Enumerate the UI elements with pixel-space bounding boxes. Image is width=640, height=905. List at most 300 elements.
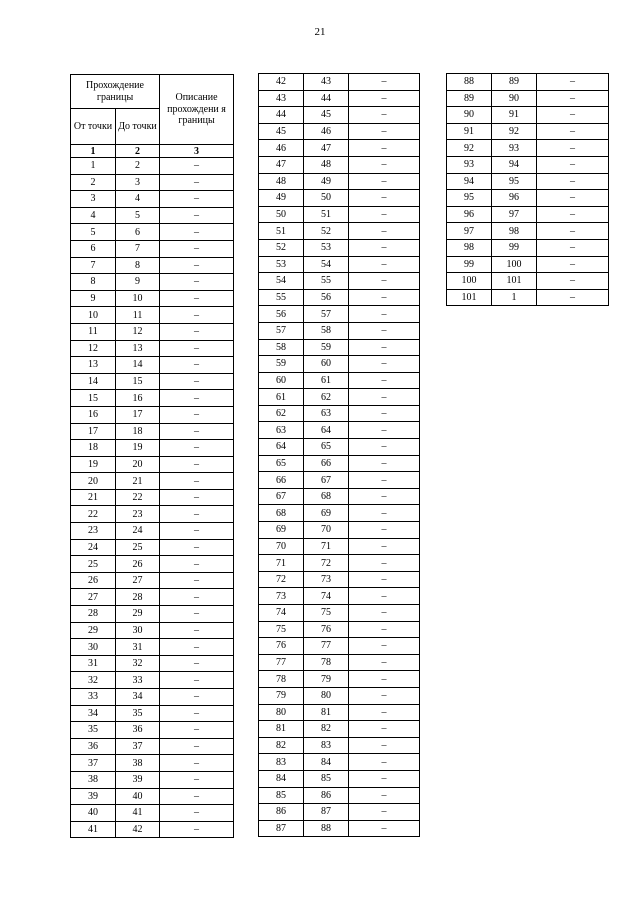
from-point-cell: 20 (71, 473, 116, 490)
to-point-cell: 24 (116, 523, 160, 540)
from-point-cell: 14 (71, 373, 116, 390)
table-row (259, 505, 420, 522)
table-row (259, 239, 420, 256)
to-point-cell: 16 (116, 390, 160, 407)
from-point-cell: 80 (259, 704, 304, 721)
description-cell: – (349, 289, 420, 306)
header-to-point: До точки (116, 109, 160, 145)
from-point-cell: 50 (259, 206, 304, 223)
from-point-cell: 52 (259, 239, 304, 256)
table-row (71, 373, 234, 390)
description-cell: – (160, 489, 234, 506)
header-description: Описание прохождени я границы (160, 75, 234, 145)
table-row (259, 190, 420, 207)
table-row (447, 107, 609, 124)
from-point-cell: 8 (71, 274, 116, 291)
table-row (447, 289, 609, 306)
description-cell: – (160, 290, 234, 307)
from-point-cell: 46 (259, 140, 304, 157)
to-point-cell: 29 (116, 606, 160, 623)
table-row (259, 538, 420, 555)
to-point-cell: 56 (304, 289, 349, 306)
from-point-cell: 77 (259, 654, 304, 671)
description-cell: – (537, 223, 609, 240)
to-point-cell: 40 (116, 788, 160, 805)
table-row (71, 539, 234, 556)
table-row (71, 257, 234, 274)
description-cell: – (349, 156, 420, 173)
description-cell: – (349, 571, 420, 588)
table-row (259, 306, 420, 323)
table-row (259, 123, 420, 140)
from-point-cell: 89 (447, 90, 492, 107)
to-point-cell: 91 (492, 107, 537, 124)
to-point-cell: 64 (304, 422, 349, 439)
to-point-cell: 79 (304, 671, 349, 688)
to-point-cell: 18 (116, 423, 160, 440)
from-point-cell: 28 (71, 606, 116, 623)
description-cell: – (160, 755, 234, 772)
to-point-cell: 82 (304, 721, 349, 738)
table-row (71, 572, 234, 589)
table-row (71, 771, 234, 788)
from-point-cell: 25 (71, 556, 116, 573)
from-point-cell: 62 (259, 405, 304, 422)
to-point-cell: 27 (116, 572, 160, 589)
to-point-cell: 100 (492, 256, 537, 273)
description-cell: – (160, 207, 234, 224)
description-cell: – (160, 523, 234, 540)
to-point-cell: 37 (116, 738, 160, 755)
table-row (71, 523, 234, 540)
to-point-cell: 1 (492, 289, 537, 306)
from-point-cell: 96 (447, 206, 492, 223)
table-row (259, 654, 420, 671)
from-point-cell: 33 (71, 689, 116, 706)
table-row (259, 322, 420, 339)
from-point-cell: 67 (259, 488, 304, 505)
description-cell: – (349, 206, 420, 223)
to-point-cell: 6 (116, 224, 160, 241)
from-point-cell: 19 (71, 456, 116, 473)
description-cell: – (160, 771, 234, 788)
description-cell: – (160, 390, 234, 407)
description-cell: – (160, 274, 234, 291)
table-row (447, 140, 609, 157)
description-cell: – (349, 555, 420, 572)
table-row (71, 755, 234, 772)
to-point-cell: 93 (492, 140, 537, 157)
table-row (259, 439, 420, 456)
table-row (259, 820, 420, 837)
table-row (71, 158, 234, 175)
description-cell: – (160, 473, 234, 490)
from-point-cell: 4 (71, 207, 116, 224)
description-cell: – (349, 389, 420, 406)
from-point-cell: 72 (259, 571, 304, 588)
from-point-cell: 78 (259, 671, 304, 688)
from-point-cell: 95 (447, 190, 492, 207)
from-point-cell: 1 (71, 158, 116, 175)
from-point-cell: 91 (447, 123, 492, 140)
from-point-cell: 53 (259, 256, 304, 273)
description-cell: – (537, 190, 609, 207)
description-cell: – (349, 422, 420, 439)
table-row (259, 107, 420, 124)
from-point-cell: 39 (71, 788, 116, 805)
to-point-cell: 57 (304, 306, 349, 323)
description-cell: – (349, 721, 420, 738)
description-cell: – (160, 506, 234, 523)
table-row (71, 622, 234, 639)
table-row (259, 256, 420, 273)
table-row (259, 571, 420, 588)
table-row (259, 206, 420, 223)
header-from-point: От точки (71, 109, 116, 145)
table-row (71, 805, 234, 822)
to-point-cell: 32 (116, 655, 160, 672)
table-row (71, 406, 234, 423)
table-row (259, 555, 420, 572)
from-point-cell: 31 (71, 655, 116, 672)
to-point-cell: 39 (116, 771, 160, 788)
description-cell: – (537, 74, 609, 91)
description-cell: – (537, 156, 609, 173)
description-cell: – (349, 190, 420, 207)
table-row (259, 273, 420, 290)
to-point-cell: 92 (492, 123, 537, 140)
description-cell: – (160, 257, 234, 274)
description-cell: – (160, 323, 234, 340)
table-row (259, 671, 420, 688)
from-point-cell: 48 (259, 173, 304, 190)
table-row (71, 689, 234, 706)
from-point-cell: 44 (259, 107, 304, 124)
from-point-cell: 70 (259, 538, 304, 555)
table-row (71, 174, 234, 191)
to-point-cell: 3 (116, 174, 160, 191)
table-row (71, 340, 234, 357)
description-cell: – (537, 90, 609, 107)
table-row (71, 788, 234, 805)
to-point-cell: 35 (116, 705, 160, 722)
to-point-cell: 85 (304, 770, 349, 787)
to-point-cell: 58 (304, 322, 349, 339)
table-row (447, 173, 609, 190)
to-point-cell: 62 (304, 389, 349, 406)
table-row (259, 721, 420, 738)
description-cell: – (160, 722, 234, 739)
table-row (447, 256, 609, 273)
from-point-cell: 79 (259, 687, 304, 704)
from-point-cell: 40 (71, 805, 116, 822)
table-row (259, 389, 420, 406)
table-row (71, 456, 234, 473)
from-point-cell: 34 (71, 705, 116, 722)
to-point-cell: 7 (116, 240, 160, 257)
table-row (447, 190, 609, 207)
header-col-number-2: 2 (116, 145, 160, 158)
table-row (259, 74, 420, 91)
to-point-cell: 41 (116, 805, 160, 822)
boundary-table-column-1 (70, 74, 234, 838)
description-cell: – (160, 307, 234, 324)
to-point-cell: 25 (116, 539, 160, 556)
table-row (259, 770, 420, 787)
description-cell: – (349, 488, 420, 505)
description-cell: – (537, 107, 609, 124)
to-point-cell: 50 (304, 190, 349, 207)
to-point-cell: 77 (304, 638, 349, 655)
to-point-cell: 74 (304, 588, 349, 605)
to-point-cell: 46 (304, 123, 349, 140)
from-point-cell: 10 (71, 307, 116, 324)
to-point-cell: 26 (116, 556, 160, 573)
description-cell: – (349, 239, 420, 256)
header-col-number-1: 1 (71, 145, 116, 158)
from-point-cell: 29 (71, 622, 116, 639)
from-point-cell: 99 (447, 256, 492, 273)
table-row (71, 323, 234, 340)
to-point-cell: 101 (492, 273, 537, 290)
table-row (447, 206, 609, 223)
table-row (71, 274, 234, 291)
from-point-cell: 2 (71, 174, 116, 191)
to-point-cell: 48 (304, 156, 349, 173)
table-row (71, 423, 234, 440)
to-point-cell: 23 (116, 506, 160, 523)
description-cell: – (349, 339, 420, 356)
to-point-cell: 19 (116, 440, 160, 457)
from-point-cell: 101 (447, 289, 492, 306)
to-point-cell: 61 (304, 372, 349, 389)
to-point-cell: 9 (116, 274, 160, 291)
header-col-number-3: 3 (160, 145, 234, 158)
to-point-cell: 96 (492, 190, 537, 207)
table-row (71, 606, 234, 623)
boundary-table-column-2 (258, 73, 420, 837)
description-cell: – (349, 455, 420, 472)
table-row (71, 506, 234, 523)
table-row (71, 440, 234, 457)
description-cell: – (537, 206, 609, 223)
page-number: 21 (314, 26, 326, 38)
to-point-cell: 8 (116, 257, 160, 274)
from-point-cell: 86 (259, 804, 304, 821)
description-cell: – (349, 804, 420, 821)
description-cell: – (349, 638, 420, 655)
description-cell: – (349, 74, 420, 91)
from-point-cell: 32 (71, 672, 116, 689)
to-point-cell: 60 (304, 356, 349, 373)
to-point-cell: 28 (116, 589, 160, 606)
from-point-cell: 76 (259, 638, 304, 655)
description-cell: – (160, 373, 234, 390)
from-point-cell: 54 (259, 273, 304, 290)
table-row (259, 90, 420, 107)
description-cell: – (160, 622, 234, 639)
description-cell: – (160, 556, 234, 573)
table-row (71, 191, 234, 208)
description-cell: – (349, 356, 420, 373)
to-point-cell: 21 (116, 473, 160, 490)
from-point-cell: 3 (71, 191, 116, 208)
description-cell: – (349, 273, 420, 290)
table-row (71, 589, 234, 606)
table-row (259, 704, 420, 721)
from-point-cell: 45 (259, 123, 304, 140)
description-cell: – (349, 522, 420, 539)
table-row (259, 339, 420, 356)
from-point-cell: 7 (71, 257, 116, 274)
table-row (259, 804, 420, 821)
table-row (259, 605, 420, 622)
to-point-cell: 4 (116, 191, 160, 208)
table-row (71, 473, 234, 490)
to-point-cell: 2 (116, 158, 160, 175)
from-point-cell: 41 (71, 821, 116, 838)
from-point-cell: 5 (71, 224, 116, 241)
table-row (71, 672, 234, 689)
description-cell: – (160, 705, 234, 722)
from-point-cell: 47 (259, 156, 304, 173)
description-cell: – (160, 174, 234, 191)
from-point-cell: 74 (259, 605, 304, 622)
description-cell: – (349, 472, 420, 489)
table-row (259, 405, 420, 422)
table-row (447, 74, 609, 91)
to-point-cell: 47 (304, 140, 349, 157)
description-cell: – (160, 406, 234, 423)
table-body-1 (71, 158, 234, 838)
description-cell: – (349, 538, 420, 555)
description-cell: – (160, 572, 234, 589)
from-point-cell: 97 (447, 223, 492, 240)
table-row (259, 754, 420, 771)
from-point-cell: 64 (259, 439, 304, 456)
description-cell: – (160, 672, 234, 689)
description-cell: – (349, 140, 420, 157)
to-point-cell: 10 (116, 290, 160, 307)
description-cell: – (349, 588, 420, 605)
description-cell: – (349, 322, 420, 339)
table-row (259, 455, 420, 472)
description-cell: – (349, 605, 420, 622)
to-point-cell: 49 (304, 173, 349, 190)
description-cell: – (349, 123, 420, 140)
to-point-cell: 42 (116, 821, 160, 838)
from-point-cell: 73 (259, 588, 304, 605)
description-cell: – (349, 654, 420, 671)
table-body-2 (259, 74, 420, 837)
to-point-cell: 76 (304, 621, 349, 638)
table-row (259, 372, 420, 389)
from-point-cell: 60 (259, 372, 304, 389)
from-point-cell: 68 (259, 505, 304, 522)
table-row (71, 357, 234, 374)
from-point-cell: 12 (71, 340, 116, 357)
table-row (71, 639, 234, 656)
table-row (259, 638, 420, 655)
description-cell: – (160, 689, 234, 706)
table-row (71, 655, 234, 672)
to-point-cell: 54 (304, 256, 349, 273)
description-cell: – (349, 372, 420, 389)
to-point-cell: 78 (304, 654, 349, 671)
description-cell: – (160, 539, 234, 556)
to-point-cell: 30 (116, 622, 160, 639)
from-point-cell: 13 (71, 357, 116, 374)
to-point-cell: 90 (492, 90, 537, 107)
from-point-cell: 61 (259, 389, 304, 406)
to-point-cell: 67 (304, 472, 349, 489)
description-cell: – (349, 405, 420, 422)
description-cell: – (537, 173, 609, 190)
from-point-cell: 87 (259, 820, 304, 837)
table-row (447, 156, 609, 173)
table-row (71, 307, 234, 324)
from-point-cell: 35 (71, 722, 116, 739)
to-point-cell: 53 (304, 239, 349, 256)
to-point-cell: 13 (116, 340, 160, 357)
to-point-cell: 89 (492, 74, 537, 91)
description-cell: – (160, 456, 234, 473)
to-point-cell: 66 (304, 455, 349, 472)
table-row (71, 290, 234, 307)
description-cell: – (160, 639, 234, 656)
description-cell: – (160, 357, 234, 374)
description-cell: – (349, 754, 420, 771)
description-cell: – (349, 90, 420, 107)
table-row (447, 123, 609, 140)
description-cell: – (537, 140, 609, 157)
table-row (71, 207, 234, 224)
description-cell: – (160, 589, 234, 606)
from-point-cell: 56 (259, 306, 304, 323)
description-cell: – (349, 505, 420, 522)
from-point-cell: 18 (71, 440, 116, 457)
to-point-cell: 94 (492, 156, 537, 173)
to-point-cell: 43 (304, 74, 349, 91)
from-point-cell: 22 (71, 506, 116, 523)
description-cell: – (349, 820, 420, 837)
to-point-cell: 88 (304, 820, 349, 837)
from-point-cell: 37 (71, 755, 116, 772)
to-point-cell: 80 (304, 687, 349, 704)
to-point-cell: 70 (304, 522, 349, 539)
description-cell: – (349, 687, 420, 704)
description-cell: – (160, 423, 234, 440)
to-point-cell: 55 (304, 273, 349, 290)
table-row (259, 223, 420, 240)
from-point-cell: 38 (71, 771, 116, 788)
description-cell: – (349, 439, 420, 456)
table-row (259, 522, 420, 539)
table-row (71, 240, 234, 257)
to-point-cell: 71 (304, 538, 349, 555)
to-point-cell: 59 (304, 339, 349, 356)
to-point-cell: 20 (116, 456, 160, 473)
to-point-cell: 69 (304, 505, 349, 522)
from-point-cell: 43 (259, 90, 304, 107)
table-row (447, 273, 609, 290)
description-cell: – (349, 306, 420, 323)
to-point-cell: 95 (492, 173, 537, 190)
table-row (259, 588, 420, 605)
from-point-cell: 84 (259, 770, 304, 787)
from-point-cell: 90 (447, 107, 492, 124)
description-cell: – (160, 224, 234, 241)
